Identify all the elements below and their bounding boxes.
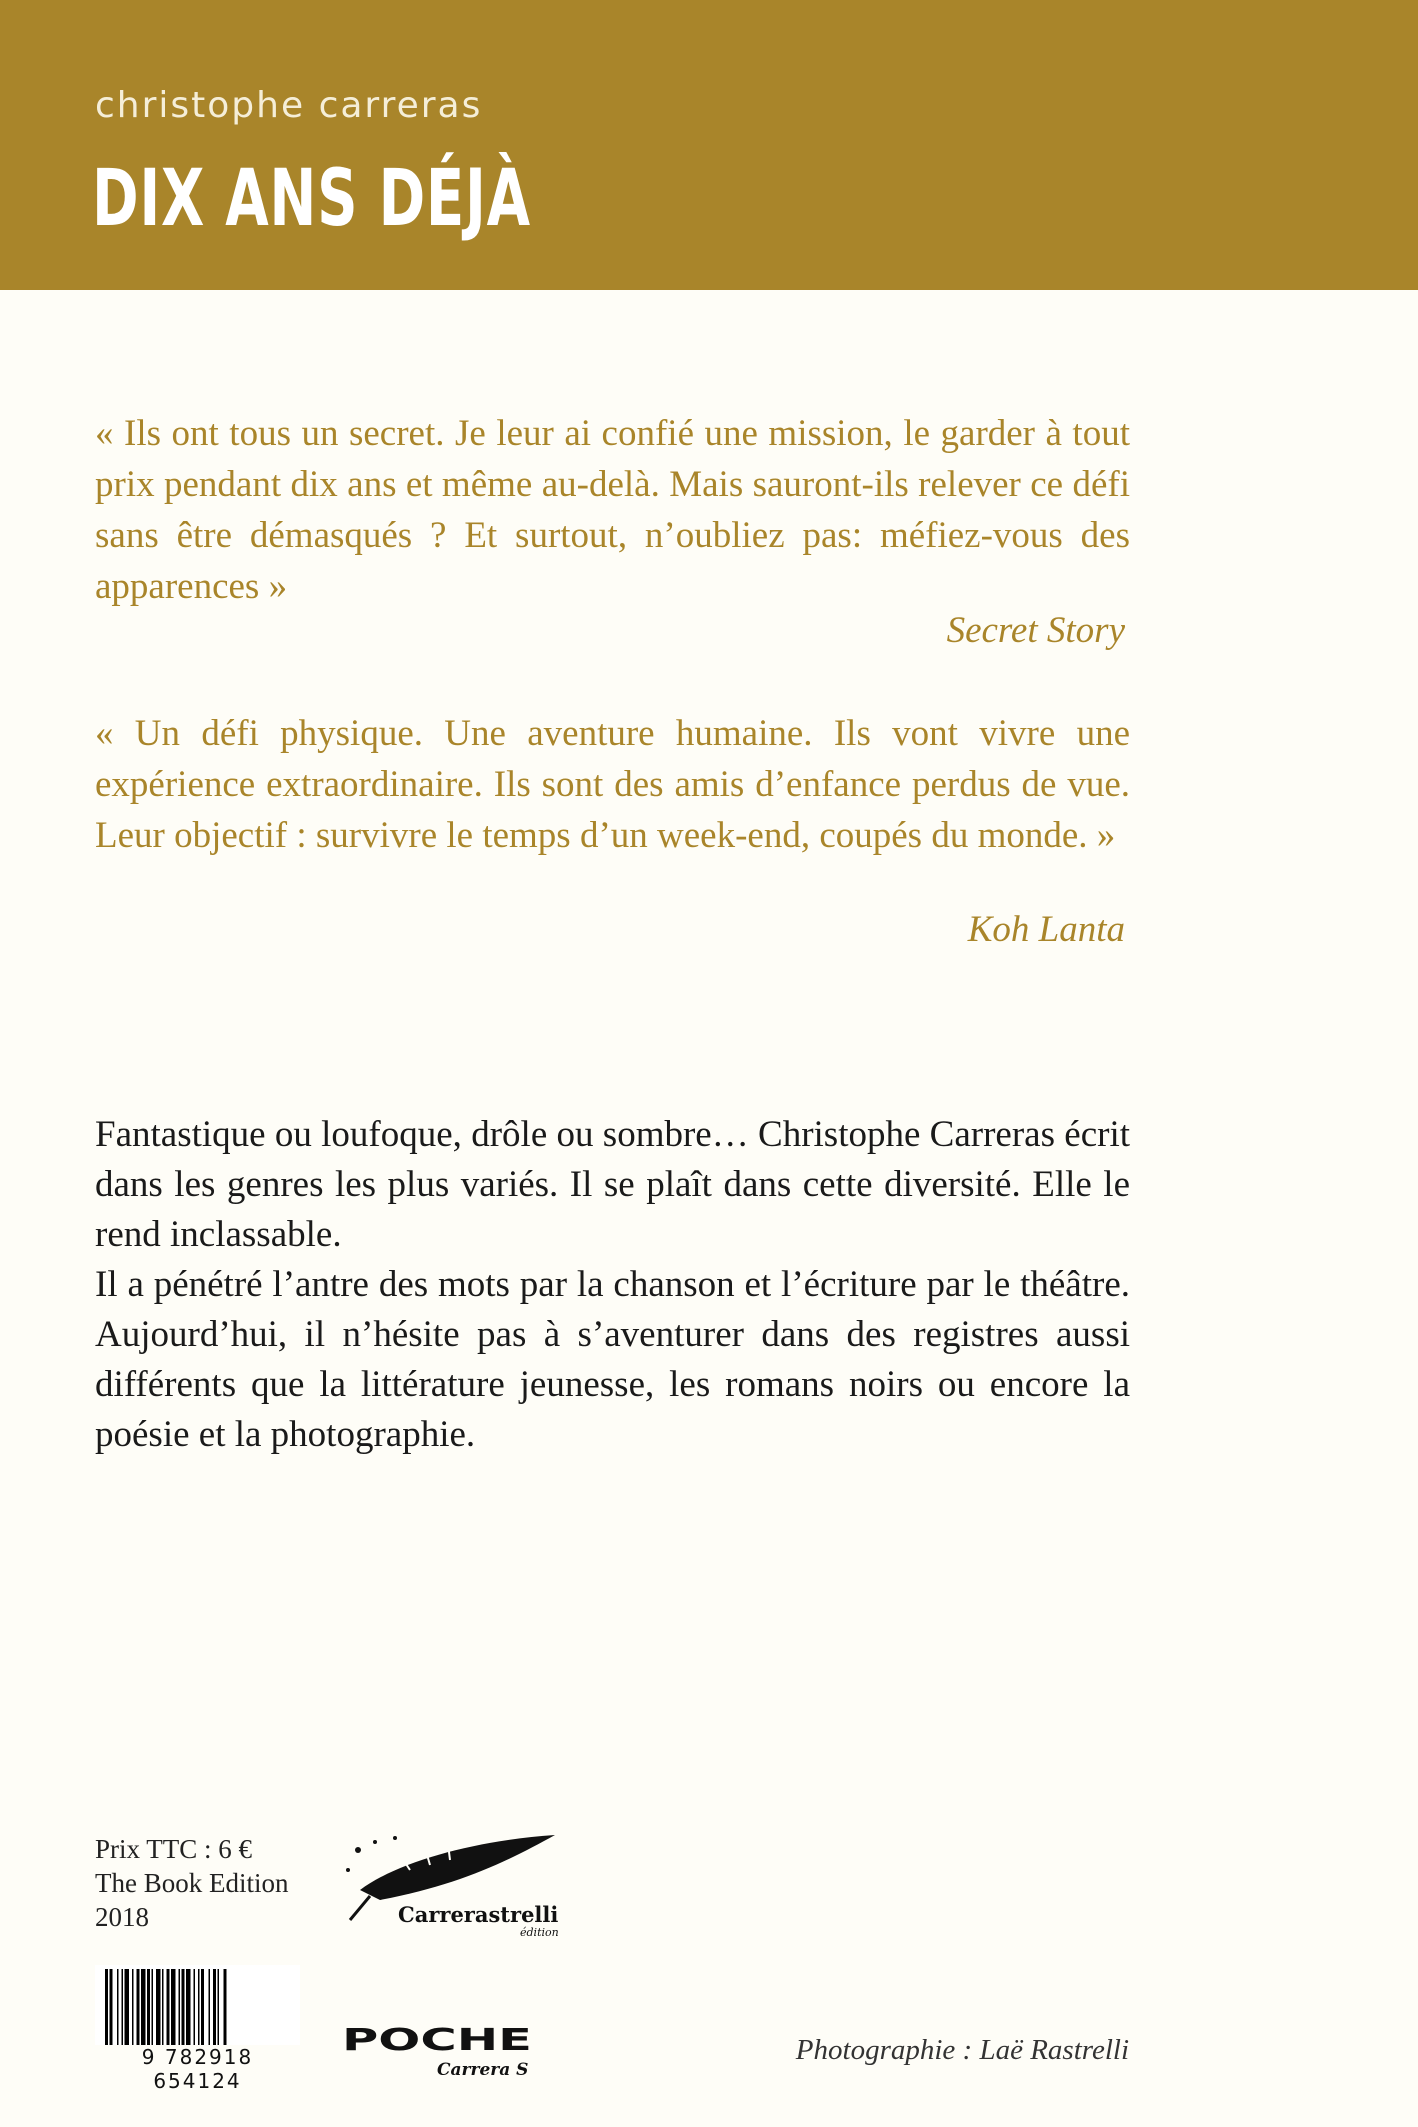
edition-label: The Book Edition bbox=[95, 1868, 289, 1898]
book-title: DIX ANS DÉJÀ bbox=[92, 154, 531, 244]
quote-source-koh-lanta: Koh Lanta bbox=[967, 909, 1125, 950]
bio-paragraph-2: Il a pénétré l’antre des mots par la chanson et l’écriture par le théâtre. Aujourd’hui, il n’hésite pas à s’aventurer dans des registres aussi différents que la littérature jeunesse, les romans noirs ou encore la poésie et la photographie. bbox=[95, 1264, 1130, 1455]
barcode-number: 9 782918 654124 bbox=[95, 2045, 300, 2093]
quote-source-secret-story: Secret Story bbox=[946, 610, 1125, 651]
bio-paragraph-1: Fantastique ou loufoque, drôle ou sombre… Christophe Carreras écrit dans les genres les plus variés. Il se plaît dans cette diversité. Elle le rend inclassable. bbox=[95, 1114, 1130, 1255]
logo-subtext: édition bbox=[520, 1926, 559, 1939]
author-name: christophe carreras bbox=[95, 85, 483, 126]
photo-credit: Photographie : Laë Rastrelli bbox=[795, 2034, 1129, 2066]
publisher-info bbox=[95, 1832, 288, 1934]
year-label: 2018 bbox=[95, 1902, 149, 1932]
collection-name: POCHE bbox=[342, 2023, 532, 2058]
author-bio bbox=[95, 1110, 1130, 1460]
collection-subname: Carrera S bbox=[437, 2060, 529, 2080]
price-label: Prix TTC : 6 € bbox=[95, 1834, 253, 1864]
quote-secret-story: « Ils ont tous un secret. Je leur ai confié une mission, le garder à tout prix pendant dix ans et même au-delà. Mais sauront-ils relever ce défi sans être démasqués ? Et surtout, n’oubliez pas: méfiez-vous des apparences » bbox=[95, 413, 1130, 607]
header-band bbox=[0, 0, 1418, 290]
carrerastrelli-logo bbox=[340, 1830, 570, 1940]
quote-koh-lanta: « Un défi physique. Une aventure humaine. Ils vont vivre une expérience extraordinaire. Ils sont des amis d’enfance perdus de vue. Leur objectif : survivre le temps d’un week-end, coupés du monde. » bbox=[95, 713, 1130, 856]
logo-text: Carrerastrelli bbox=[398, 1902, 559, 1927]
poche-collection-logo bbox=[342, 2020, 537, 2080]
